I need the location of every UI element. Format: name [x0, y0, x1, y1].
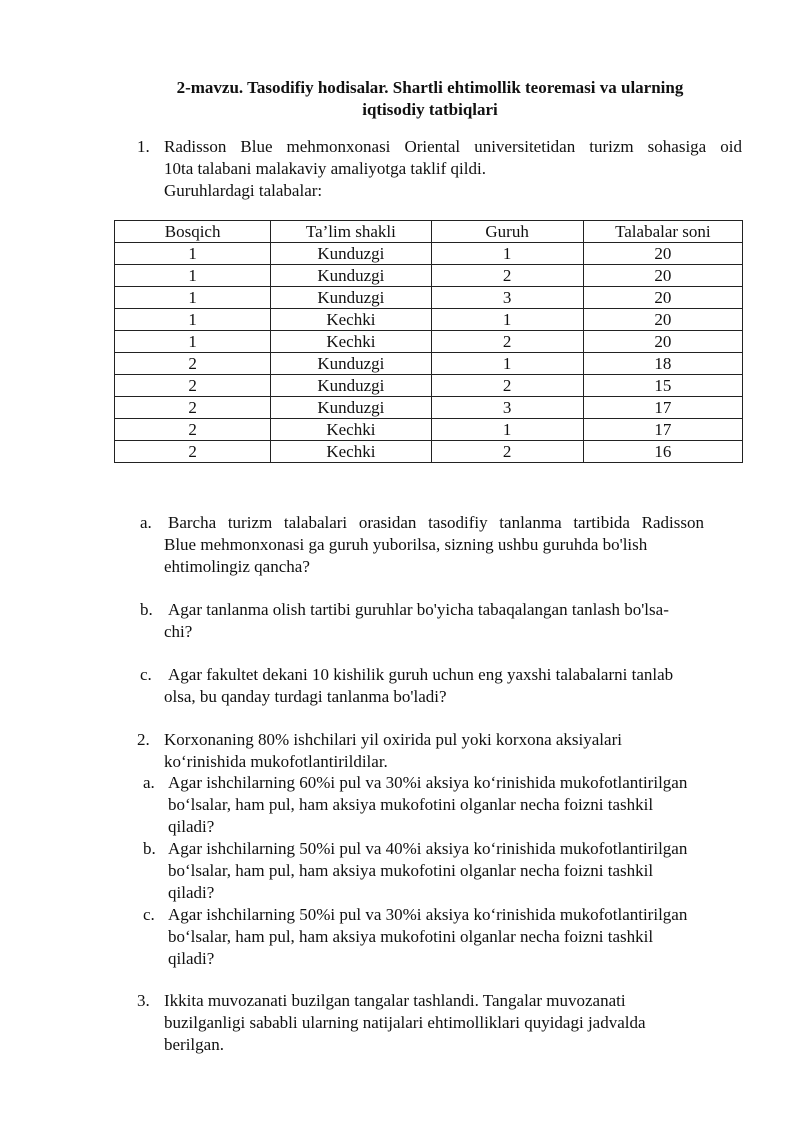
table-cell: 2	[115, 419, 271, 441]
table-cell: 1	[115, 265, 271, 287]
table-cell: 1	[115, 309, 271, 331]
problem-3-line-2: buzilganligi sababli ularning natijalari ehtimolliklari quyidagi jadvalda	[164, 1013, 646, 1032]
table-header-cell: Guruh	[431, 221, 583, 243]
table-cell: Kunduzgi	[271, 353, 431, 375]
question-c-number: c.	[140, 665, 152, 684]
table-cell: Kunduzgi	[271, 243, 431, 265]
problem-1-line-1: Radisson Blue mehmonxonasi Oriental universitetidan turizm sohasiga oid	[164, 137, 742, 156]
problem-1-line-3: Guruhlardagi talabalar:	[164, 181, 323, 200]
table-cell: Kechki	[271, 309, 431, 331]
table-row	[115, 353, 743, 375]
table-row	[115, 375, 743, 397]
table-cell: 17	[583, 419, 742, 441]
table-cell: 18	[583, 353, 742, 375]
question-c-line-1: Agar fakultet dekani 10 kishilik guruh uchun eng yaxshi talabalarni tanlab	[168, 665, 674, 684]
table-cell: 20	[583, 287, 742, 309]
table-cell: 2	[431, 375, 583, 397]
table-cell: 20	[583, 243, 742, 265]
table-cell: 20	[583, 331, 742, 353]
table-cell: 20	[583, 309, 742, 331]
students-table	[114, 220, 743, 463]
table-cell: Kechki	[271, 331, 431, 353]
table-cell: 2	[115, 397, 271, 419]
problem-2a-line-2: bo‘lsalar, ham pul, ham aksiya mukofotini olganlar necha foizni tashkil	[168, 795, 654, 814]
table-cell: 1	[115, 331, 271, 353]
question-b-number: b.	[140, 600, 153, 619]
table-row	[115, 309, 743, 331]
table-cell: Kunduzgi	[271, 397, 431, 419]
table-cell: 2	[115, 441, 271, 463]
table-cell: Kechki	[271, 419, 431, 441]
problem-3-line-1: Ikkita muvozanati buzilgan tangalar tashlandi. Tangalar muvozanati	[164, 991, 626, 1010]
table-cell: 2	[431, 441, 583, 463]
table-cell: 17	[583, 397, 742, 419]
table-cell: 2	[115, 375, 271, 397]
table-header-cell: Bosqich	[115, 221, 271, 243]
problem-3-number: 3.	[137, 991, 150, 1010]
table-cell: 3	[431, 397, 583, 419]
problem-3-line-3: berilgan.	[164, 1035, 224, 1054]
table-row	[115, 419, 743, 441]
problem-2c-line-1: Agar ishchilarning 50%i pul va 30%i aksiya ko‘rinishida mukofotlantirilgan	[168, 905, 688, 924]
table-cell: 2	[431, 331, 583, 353]
question-a-number: a.	[140, 513, 152, 532]
title-line-1: 2-mavzu. Tasodifiy hodisalar. Shartli ehtimollik teoremasi va ularning	[176, 78, 684, 97]
problem-2b-line-3: qiladi?	[168, 883, 215, 902]
problem-2c-line-2: bo‘lsalar, ham pul, ham aksiya mukofotini olganlar necha foizni tashkil	[168, 927, 654, 946]
problem-2c-line-3: qiladi?	[168, 949, 215, 968]
table-header-cell: Talabalar soni	[583, 221, 742, 243]
question-a-line-1: Barcha turizm talabalari orasidan tasodifiy tanlanma tartibida Radisson	[168, 513, 704, 532]
table-cell: 1	[115, 243, 271, 265]
table-row	[115, 441, 743, 463]
table-row	[115, 265, 743, 287]
table-cell: Kunduzgi	[271, 265, 431, 287]
table-cell: 2	[431, 265, 583, 287]
table-cell: Kunduzgi	[271, 287, 431, 309]
problem-2b-line-2: bo‘lsalar, ham pul, ham aksiya mukofotini olganlar necha foizni tashkil	[168, 861, 654, 880]
table-cell: 3	[431, 287, 583, 309]
table-cell: 20	[583, 265, 742, 287]
table-body	[115, 243, 743, 463]
title-line-2: iqtisodiy tatbiqlari	[362, 100, 498, 119]
question-a-line-3: ehtimolingiz qancha?	[164, 557, 310, 576]
table-row	[115, 243, 743, 265]
problem-2a-number: a.	[143, 773, 155, 792]
problem-2b-number: b.	[143, 839, 156, 858]
table-cell: 1	[431, 353, 583, 375]
problem-2a-line-3: qiladi?	[168, 817, 215, 836]
table-cell: 1	[431, 419, 583, 441]
table-cell: 2	[115, 353, 271, 375]
question-b-line-1: Agar tanlanma olish tartibi guruhlar bo'yicha tabaqalangan tanlash bo'lsa-	[168, 600, 669, 619]
table-row	[115, 397, 743, 419]
table-cell: Kechki	[271, 441, 431, 463]
problem-2-line-1: Korxonaning 80% ishchilari yil oxirida pul yoki korxona aksiyalari	[164, 730, 622, 749]
problem-2a-line-1: Agar ishchilarning 60%i pul va 30%i aksiya ko‘rinishida mukofotlantirilgan	[168, 773, 688, 792]
problem-2-line-2: ko‘rinishida mukofotlantirildilar.	[164, 752, 388, 771]
question-a-line-2: Blue mehmonxonasi ga guruh yuborilsa, sizning ushbu guruhda bo'lish	[164, 535, 648, 554]
question-c-line-2: olsa, bu qanday turdagi tanlanma bo'ladi?	[164, 687, 447, 706]
table-cell: 16	[583, 441, 742, 463]
table-header-row	[115, 221, 743, 243]
problem-2b-line-1: Agar ishchilarning 50%i pul va 40%i aksiya ko‘rinishida mukofotlantirilgan	[168, 839, 688, 858]
document-title	[120, 77, 740, 121]
table-cell: 1	[115, 287, 271, 309]
table-cell: 1	[431, 243, 583, 265]
table-row	[115, 287, 743, 309]
question-b-line-2: chi?	[164, 622, 193, 641]
table-row	[115, 331, 743, 353]
table-cell: Kunduzgi	[271, 375, 431, 397]
problem-1-line-2: 10ta talabani malakaviy amaliyotga taklif qildi.	[164, 159, 486, 178]
table-cell: 1	[431, 309, 583, 331]
problem-2-number: 2.	[137, 730, 150, 749]
problem-2c-number: c.	[143, 905, 155, 924]
table-header-cell: Ta’lim shakli	[271, 221, 431, 243]
table-cell: 15	[583, 375, 742, 397]
problem-1-number: 1.	[137, 137, 150, 156]
